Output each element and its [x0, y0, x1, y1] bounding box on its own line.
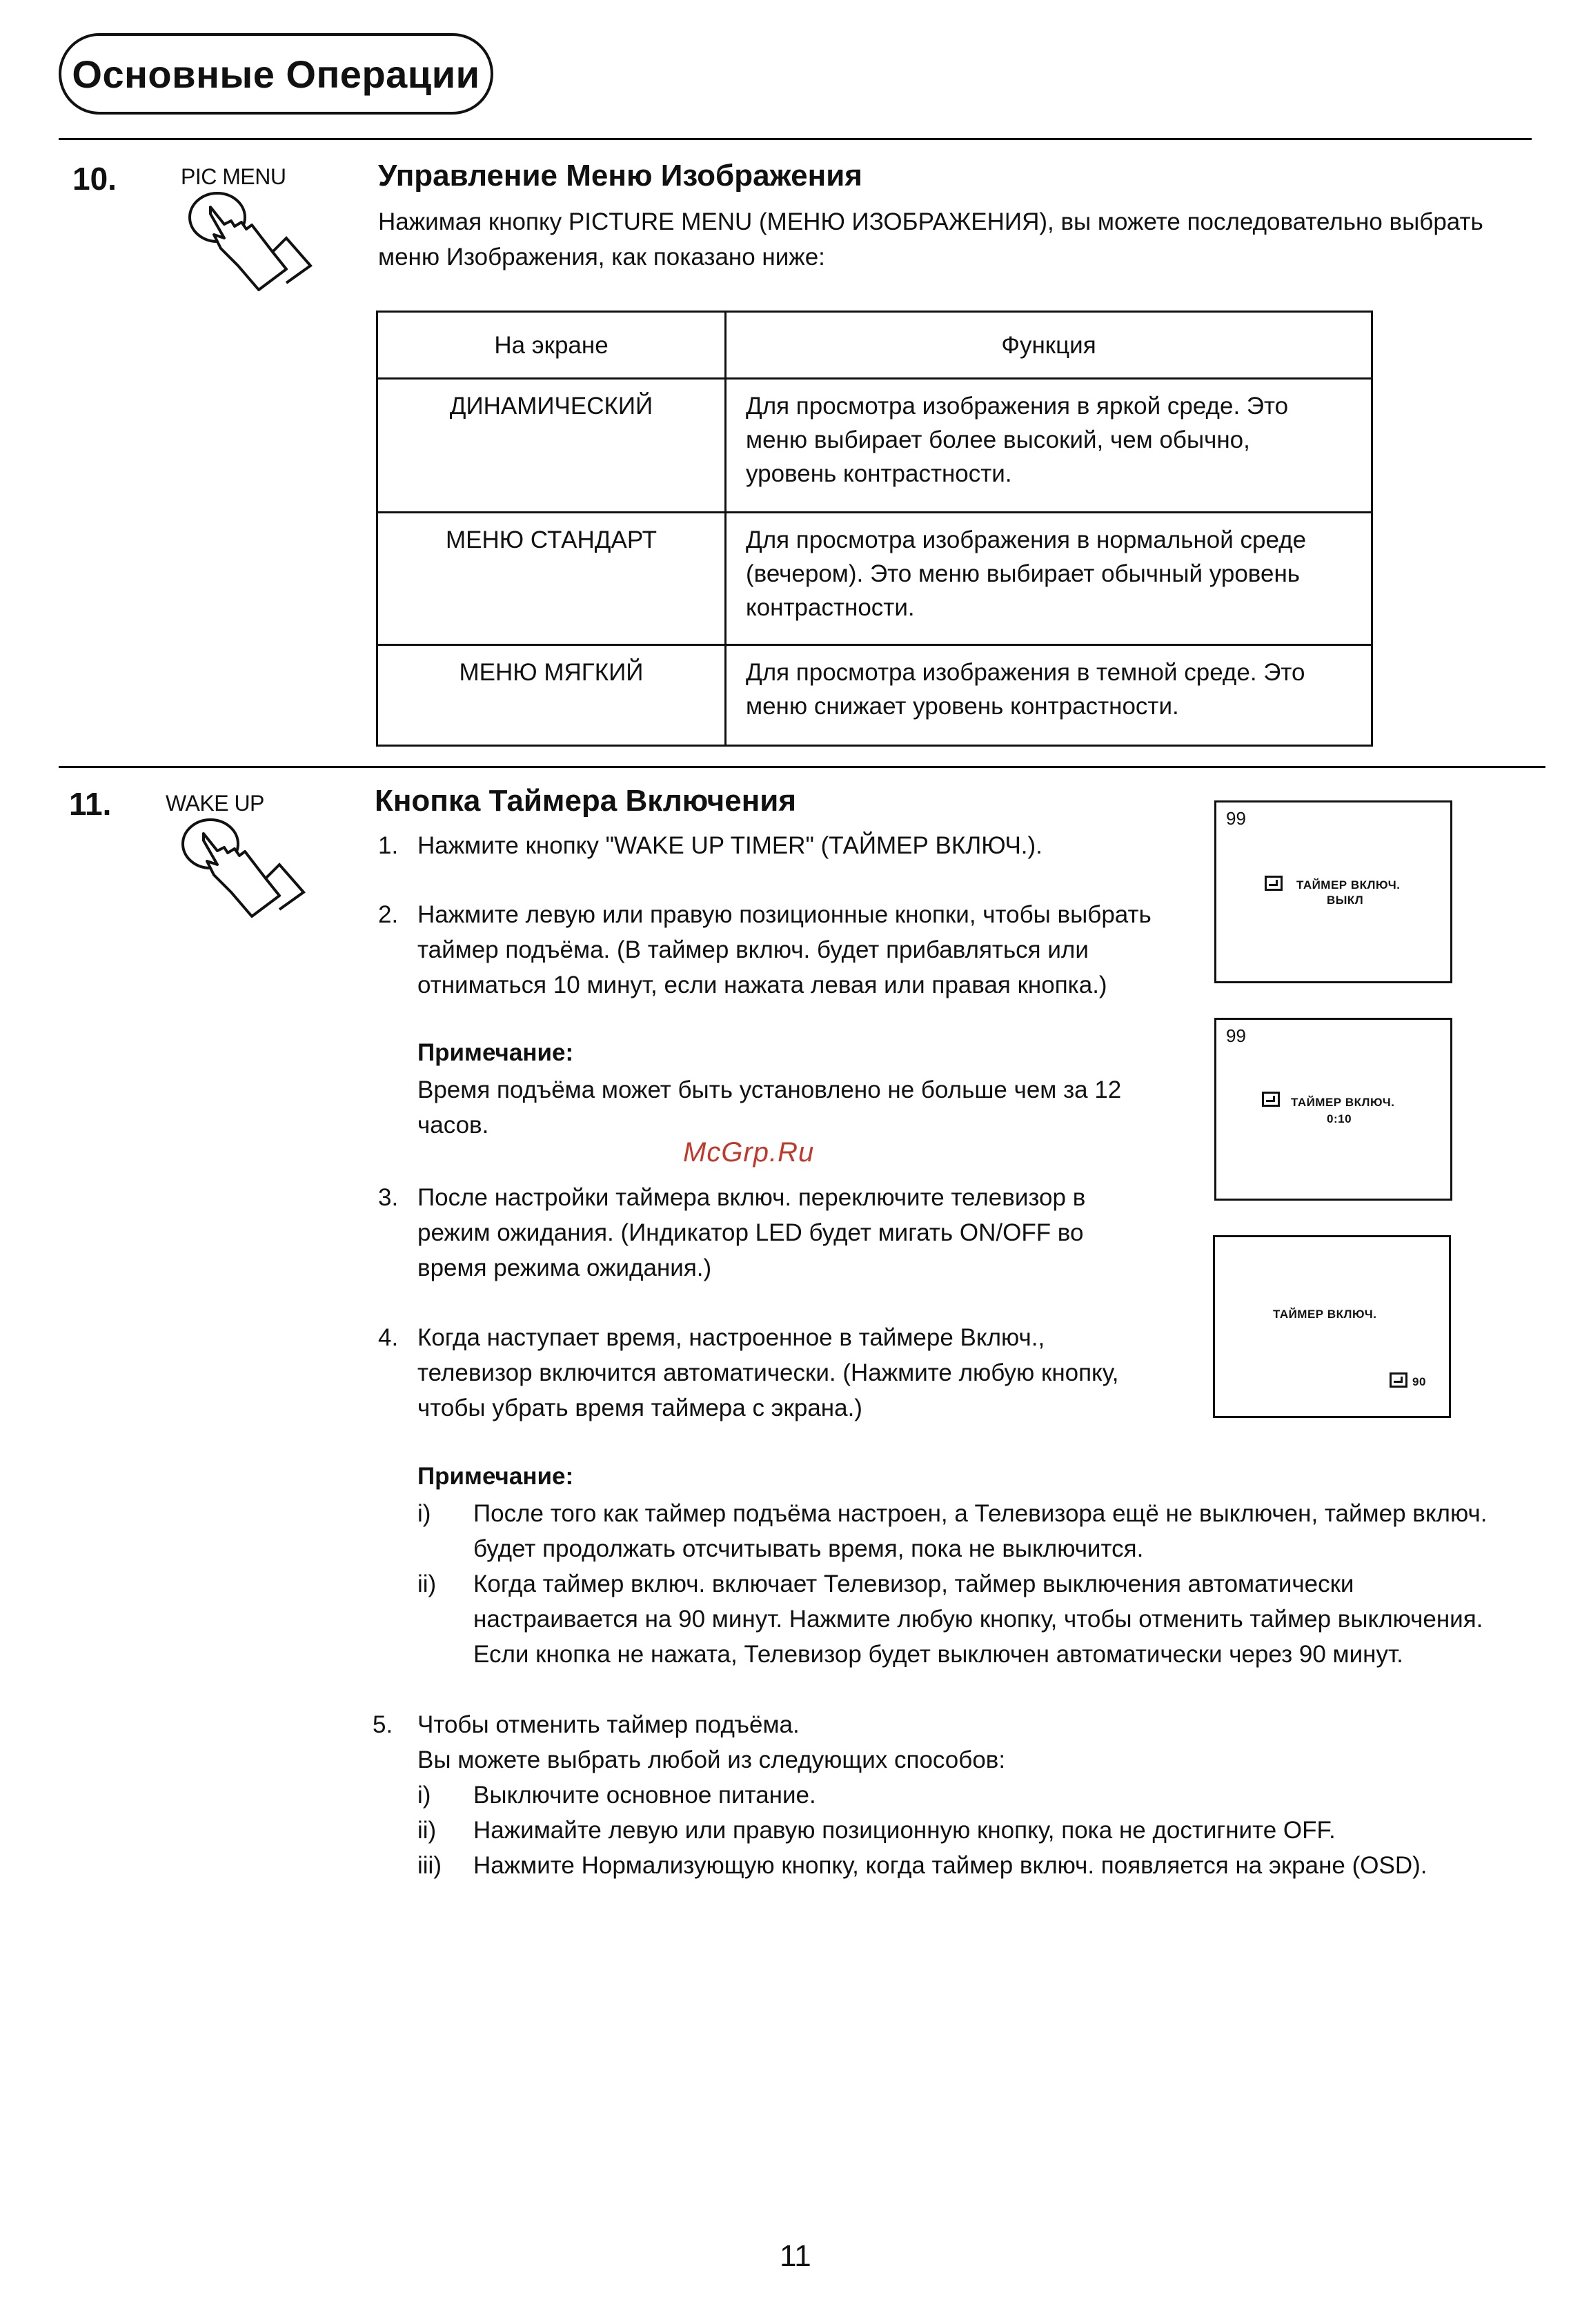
step-5-text: [417, 1707, 1005, 1778]
osd-screen-set: [1214, 1018, 1452, 1201]
section-10-number: 10.: [72, 161, 117, 197]
osd-channel: 99: [1226, 808, 1246, 829]
table-cell-function: [726, 513, 1372, 645]
timer-icon: [1390, 1372, 1407, 1388]
header-rule: [59, 138, 1532, 140]
osd-screen-off: [1214, 800, 1452, 983]
note-heading: Примечание:: [417, 1039, 574, 1066]
note-2-item-1: [473, 1496, 1487, 1566]
table-cell-screen: ДИНАМИЧЕСКИЙ: [377, 379, 726, 513]
step-line: Чтобы отменить таймер подъёма.: [417, 1711, 800, 1738]
note-heading: Примечание:: [417, 1463, 574, 1490]
osd-channel: 99: [1226, 1025, 1246, 1046]
function-line: контрастности.: [746, 594, 915, 621]
section-11-title: Кнопка Таймера Включения: [375, 784, 796, 818]
note-line: Если кнопка не нажата, Телевизор будет выключен автоматически через 90 минут.: [473, 1641, 1403, 1668]
table-cell-function: [726, 379, 1372, 513]
step-line: отниматься 10 минут, если нажата левая или правая кнопка.): [417, 972, 1107, 998]
step-3-text: [417, 1180, 1085, 1286]
function-line: Для просмотра изображения в нормальной среде: [746, 526, 1307, 553]
intro-line: меню Изображения, как показано ниже:: [378, 244, 825, 270]
watermark: McGrp.Ru: [683, 1137, 815, 1168]
step-line: таймер подъёма. (В таймер включ. будет прибавляться или: [417, 936, 1089, 963]
table-header-function: Функция: [726, 312, 1372, 379]
note-marker: i): [417, 1500, 431, 1527]
osd-label: ТАЙМЕР ВКЛЮЧ.: [1291, 1096, 1395, 1109]
table-cell-function: [726, 645, 1372, 746]
table-row: [377, 513, 1372, 645]
table-header-row: [377, 312, 1372, 379]
note-line: настраивается на 90 минут. Нажмите любую кнопку, чтобы отменить таймер выключения.: [473, 1606, 1483, 1633]
osd-label: ТАЙМЕР ВКЛЮЧ.: [1296, 878, 1401, 892]
option-marker: i): [417, 1782, 431, 1809]
osd-value: 90: [1412, 1375, 1426, 1388]
table-cell-screen: МЕНЮ МЯГКИЙ: [377, 645, 726, 746]
step-number: 1.: [378, 832, 399, 859]
osd-value: ВЫКЛ: [1327, 894, 1364, 907]
step-number: 2.: [378, 901, 399, 928]
pressing-hand-icon: [176, 813, 321, 927]
timer-icon: [1265, 876, 1283, 891]
note-line: После того как таймер подъёма настроен, а Телевизора ещё не выключен, таймер включ.: [473, 1500, 1488, 1527]
osd-value: 0:10: [1327, 1112, 1352, 1125]
step-number: 4.: [378, 1324, 399, 1351]
picture-menu-table: [376, 311, 1373, 747]
section-10-intro: [378, 204, 1483, 275]
section-10-title: Управление Меню Изображения: [378, 159, 862, 193]
step-line: чтобы убрать время таймера с экрана.): [417, 1395, 862, 1421]
page-number: 11: [780, 2239, 811, 2273]
note-marker: ii): [417, 1570, 437, 1597]
table-row: [377, 645, 1372, 746]
note-line: будет продолжать отсчитывать время, пока не выключится.: [473, 1535, 1144, 1562]
osd-label: ТАЙМЕР ВКЛЮЧ.: [1273, 1308, 1377, 1321]
function-line: уровень контрастности.: [746, 460, 1012, 487]
step-line: время режима ожидания.): [417, 1254, 712, 1281]
intro-line: Нажимая кнопку PICTURE MENU (МЕНЮ ИЗОБРАЖЕНИЯ), вы можете последовательно выбрать: [378, 208, 1483, 235]
note-line: Когда таймер включ. включает Телевизор, таймер выключения автоматически: [473, 1570, 1354, 1597]
option-text: Выключите основное питание.: [473, 1782, 816, 1809]
table-row: [377, 379, 1372, 513]
option-marker: iii): [417, 1852, 442, 1879]
note-line: Время подъёма может быть установлено не больше чем за 12: [417, 1076, 1122, 1103]
wake-up-button-label: WAKE UP: [166, 791, 264, 816]
function-line: меню выбирает более высокий, чем обычно,: [746, 426, 1250, 453]
option-text: Нажмите Нормализующую кнопку, когда таймер включ. появляется на экране (OSD).: [473, 1852, 1427, 1879]
step-line: Вы можете выбрать любой из следующих способов:: [417, 1746, 1006, 1773]
pressing-hand-icon: [183, 186, 328, 300]
timer-icon: [1262, 1092, 1280, 1107]
step-line: Нажмите левую или правую позиционные кнопки, чтобы выбрать: [417, 901, 1152, 928]
option-marker: ii): [417, 1817, 437, 1844]
section-11-number: 11.: [69, 786, 112, 822]
section-rule: [59, 766, 1545, 768]
step-line: режим ожидания. (Индикатор LED будет мигать ON/OFF во: [417, 1219, 1084, 1246]
pic-menu-button-label: PIC MENU: [181, 164, 286, 189]
step-number: 3.: [378, 1184, 399, 1211]
note-1-text: [417, 1072, 1121, 1143]
step-1-text: Нажмите кнопку "WAKE UP TIMER" (ТАЙМЕР ВКЛЮЧ.).: [417, 832, 1042, 859]
step-line: Когда наступает время, настроенное в таймере Включ.,: [417, 1324, 1045, 1351]
table-header-screen: На экране: [377, 312, 726, 379]
function-line: (вечером). Это меню выбирает обычный уровень: [746, 560, 1301, 587]
function-line: меню снижает уровень контрастности.: [746, 693, 1179, 720]
note-2-item-2: [473, 1566, 1483, 1672]
step-line: телевизор включится автоматически. (Нажмите любую кнопку,: [417, 1359, 1119, 1386]
function-line: Для просмотра изображения в яркой среде. Это: [746, 393, 1289, 420]
note-line: часов.: [417, 1112, 489, 1139]
table-cell-screen: МЕНЮ СТАНДАРТ: [377, 513, 726, 645]
step-2-text: [417, 897, 1152, 1003]
step-4-text: [417, 1320, 1119, 1426]
page-header-title: Основные Операции: [59, 33, 493, 115]
option-text: Нажимайте левую или правую позиционную кнопку, пока не достигните OFF.: [473, 1817, 1336, 1844]
osd-screen-on: [1213, 1235, 1451, 1418]
function-line: Для просмотра изображения в темной среде. Это: [746, 659, 1305, 686]
step-number: 5.: [373, 1711, 393, 1738]
step-line: После настройки таймера включ. переключите телевизор в: [417, 1184, 1086, 1211]
